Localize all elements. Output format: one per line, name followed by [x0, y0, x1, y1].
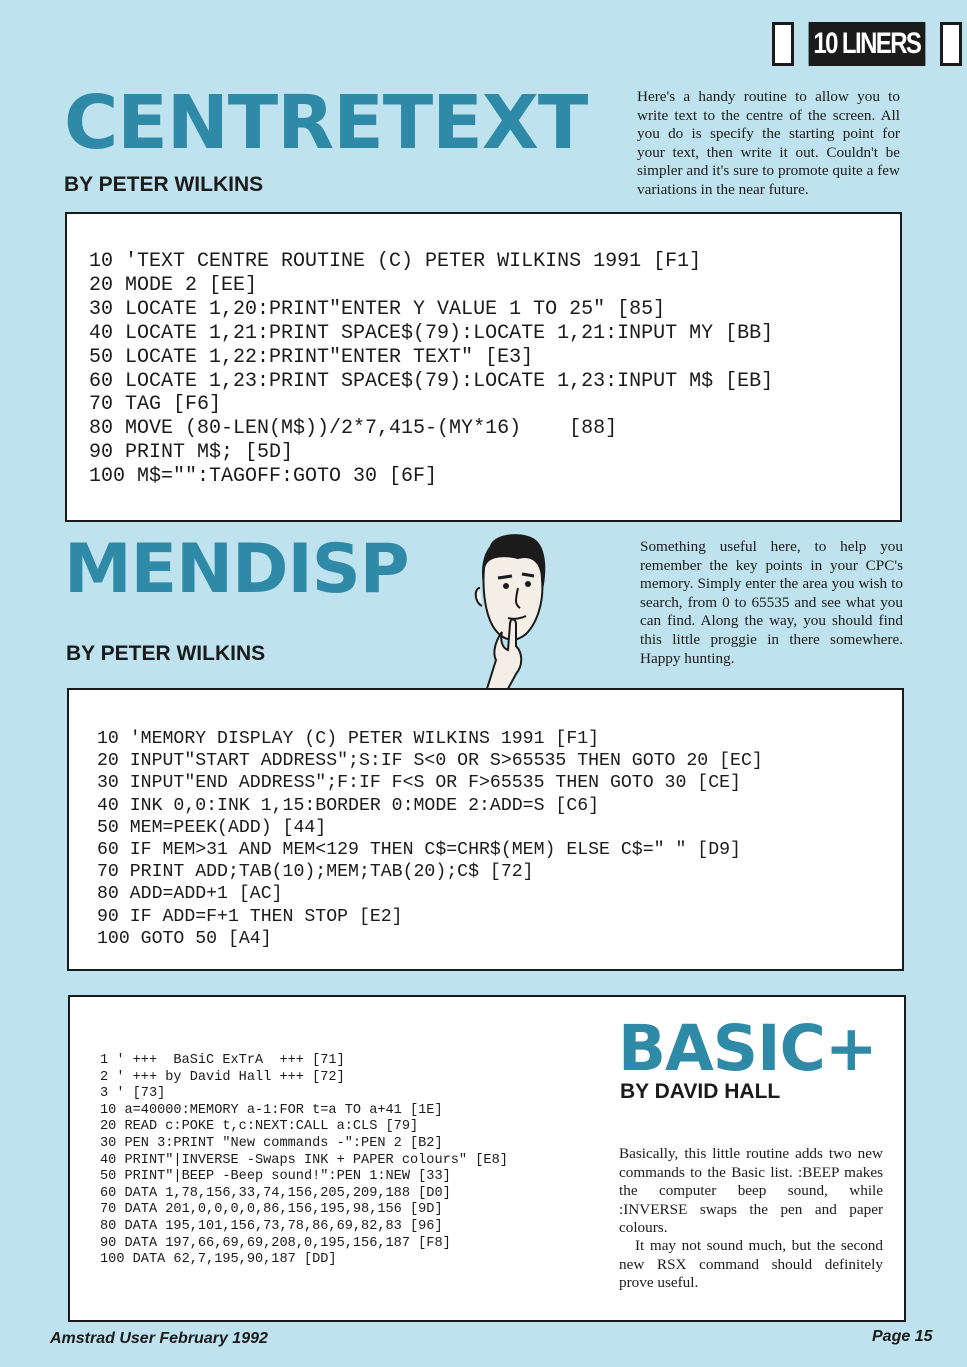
code-line: 90 DATA 197,66,69,69,208,0,195,156,187 [F8] [100, 1235, 451, 1251]
code-line: 40 INK 0,0:INK 1,15:BORDER 0:MODE 2:ADD=S [C6] [97, 795, 600, 816]
section-badge [772, 22, 962, 66]
ear-shape [476, 588, 482, 606]
code-line: 10 a=40000:MEMORY a-1:FOR t=a TO a+41 [1E] [100, 1102, 443, 1118]
code-line: 20 MODE 2 [EE] [89, 273, 258, 297]
code-line: 3 ' [73] [100, 1086, 166, 1102]
code-line: 30 PEN 3:PRINT "New commands -":PEN 2 [B2] [100, 1135, 443, 1151]
basicplus-title: BASIC+ [618, 1012, 877, 1085]
code-line: 60 DATA 1,78,156,33,74,156,205,209,188 [D0] [100, 1185, 451, 1201]
code-line: 80 MOVE (80-LEN(M$))/2*7,415-(MY*16) [88] [89, 417, 618, 441]
code-line: 60 IF MEM>31 AND MEM<129 THEN C$=CHR$(MEM) ELSE C$=" " [D9] [97, 840, 741, 861]
mendisp-byline: BY PETER WILKINS [66, 642, 266, 665]
code-line: 50 LOCATE 1,22:PRINT"ENTER TEXT" [E3] [89, 345, 534, 369]
mendisp-code-box [67, 688, 904, 971]
code-line: 40 LOCATE 1,21:PRINT SPACE$(79):LOCATE 1,21:INPUT MY [BB] [89, 321, 774, 345]
code-line: 100 DATA 62,7,195,90,187 [DD] [100, 1252, 337, 1268]
basicplus-byline: BY DAVID HALL [620, 1080, 781, 1103]
code-line: 30 LOCATE 1,20:PRINT"ENTER Y VALUE 1 TO 25" [85] [89, 297, 666, 321]
basicplus-blurb-paragraph-2: It may not sound much, but the second new RSX command should definitely prove useful. [619, 1237, 883, 1292]
code-line: 90 IF ADD=F+1 THEN STOP [E2] [97, 906, 403, 927]
code-line: 50 MEM=PEEK(ADD) [44] [97, 817, 327, 838]
code-line: 80 ADD=ADD+1 [AC] [97, 884, 283, 905]
code-line: 10 'MEMORY DISPLAY (C) PETER WILKINS 1991 [F1] [97, 729, 600, 749]
thinking-man-illustration [462, 528, 552, 708]
right-eye [525, 581, 531, 587]
centretext-code-listing [89, 250, 773, 489]
code-line: 90 PRINT M$; [5D] [89, 441, 294, 465]
footer-page-number: Page 15 [872, 1328, 933, 1345]
code-line: 20 READ c:POKE t,c:NEXT:CALL a:CLS [79] [100, 1119, 419, 1135]
code-line: 10 'TEXT CENTRE ROUTINE (C) PETER WILKINS 1991 [F1] [89, 250, 702, 273]
centretext-title: CENTRETEXT [64, 80, 588, 166]
basicplus-code-listing [100, 1053, 508, 1269]
mendisp-blurb: Something useful here, to help you remember the key points in your CPC's memory. Simply enter the area you wish to search, from 0 to 65535 and see what you can find. Along the way, you should find this little proggie in there somewhere. Happy hunting. [640, 538, 903, 667]
code-line: 70 PRINT ADD;TAB(10);MEM;TAB(20);C$ [72] [97, 862, 534, 883]
badge-right-box [940, 22, 962, 66]
code-line: 80 DATA 195,101,156,73,78,86,69,82,83 [96] [100, 1218, 443, 1234]
code-line: 100 GOTO 50 [A4] [97, 928, 272, 949]
code-line: 100 M$="":TAGOFF:GOTO 30 [6F] [89, 465, 438, 489]
left-eye [503, 583, 509, 589]
centretext-code-box [65, 212, 902, 522]
basicplus-box [68, 995, 906, 1322]
mendisp-title: MENDISP [64, 530, 409, 609]
code-line: 20 INPUT"START ADDRESS";S:IF S<0 OR S>65535 THEN GOTO 20 [EC] [97, 751, 763, 772]
code-line: 1 ' +++ BaSiC ExTrA +++ [71] [100, 1053, 345, 1068]
code-line: 50 PRINT"|BEEP -Beep sound!":PEN 1:NEW [33] [100, 1169, 451, 1185]
basicplus-blurb-paragraph-1: Basically, this little routine adds two new commands to the Basic list. :BEEP makes the computer beep sound, while :INVERSE swaps the pen and paper colours. [619, 1145, 883, 1237]
footer-publication: Amstrad User February 1992 [50, 1330, 268, 1347]
code-line: 2 ' +++ by David Hall +++ [72] [100, 1069, 345, 1085]
code-line: 30 INPUT"END ADDRESS";F:IF F<S OR F>65535 THEN GOTO 30 [CE] [97, 773, 741, 794]
mendisp-code-listing [97, 728, 763, 950]
badge-label: 10 LINERS [809, 22, 926, 66]
centretext-byline: BY PETER WILKINS [64, 173, 264, 196]
code-line: 60 LOCATE 1,23:PRINT SPACE$(79):LOCATE 1,23:INPUT M$ [EB] [89, 369, 774, 393]
code-line: 70 DATA 201,0,0,0,0,86,156,195,98,156 [9D] [100, 1202, 443, 1218]
code-line: 40 PRINT"|INVERSE -Swaps INK + PAPER colours" [E8] [100, 1152, 508, 1168]
centretext-blurb: Here's a handy routine to allow you to write text to the centre of the screen. All you do is specify the starting point for your text, then write it out. Couldn't be simpler and it's sure to promote quite a few variations in the near future. [637, 88, 900, 198]
badge-left-box [772, 22, 794, 66]
code-line: 70 TAG [F6] [89, 393, 222, 417]
